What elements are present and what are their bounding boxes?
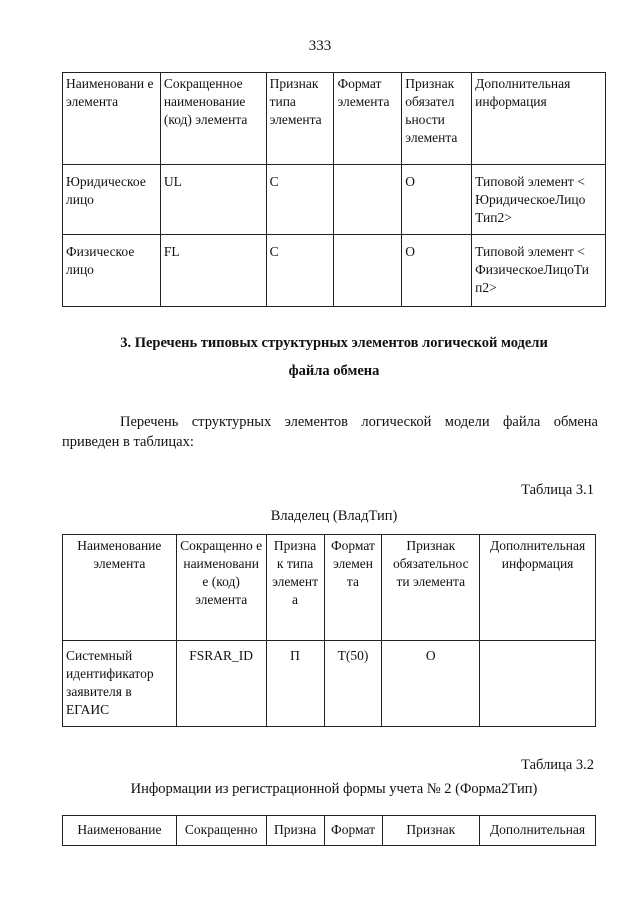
table-cell: Системный идентификатор заявителя в ЕГАИС bbox=[63, 641, 177, 727]
header-cell: Дополнительная информация bbox=[472, 73, 606, 165]
table-cell: О bbox=[402, 235, 472, 307]
table-cell: О bbox=[402, 165, 472, 235]
header-cell: Формат элемен та bbox=[324, 535, 382, 641]
table-label-3-1: Таблица 3.1 bbox=[521, 482, 594, 498]
table-cell bbox=[334, 235, 402, 307]
table-row bbox=[63, 235, 606, 307]
table-header-row bbox=[63, 535, 596, 641]
table-cell: О bbox=[382, 641, 480, 727]
table-row bbox=[63, 165, 606, 235]
header-cell: Признак обязател ьности элемента bbox=[402, 73, 472, 165]
table-caption-3-2: Информации из регистрационной формы учета № 2 (Форма2Тип) bbox=[130, 781, 538, 797]
header-cell: Призна bbox=[266, 816, 324, 846]
header-cell: Формат элемента bbox=[334, 73, 402, 165]
form2-table bbox=[62, 815, 596, 846]
intro-paragraph: Перечень структурных элементов логической модели файла обмена приведен в таблицах: bbox=[62, 414, 598, 450]
header-cell: Сокращенное наименование (код) элемента bbox=[160, 73, 266, 165]
table-cell: П bbox=[266, 641, 324, 727]
header-cell: Признак обязательнос ти элемента bbox=[382, 535, 480, 641]
owner-table bbox=[62, 534, 596, 727]
table-caption-3-1: Владелец (ВладТип) bbox=[270, 508, 398, 524]
table-cell: Типовой элемент < ФизическоеЛицоТи п2> bbox=[472, 235, 606, 307]
table-cell: Физическое лицо bbox=[63, 235, 161, 307]
table-row bbox=[63, 641, 596, 727]
table-cell bbox=[334, 165, 402, 235]
table-header-row bbox=[63, 73, 606, 165]
header-cell: Признак bbox=[382, 816, 480, 846]
header-cell: Формат bbox=[324, 816, 382, 846]
section-title: 3. Перечень типовых структурных элементов логической модели bbox=[120, 335, 548, 351]
table-cell: FL bbox=[160, 235, 266, 307]
header-cell: Сокращенно bbox=[176, 816, 266, 846]
table-cell: UL bbox=[160, 165, 266, 235]
table-label-3-2: Таблица 3.2 bbox=[521, 757, 594, 773]
elements-table-continuation bbox=[62, 72, 606, 307]
header-cell: Признак типа элемента bbox=[266, 73, 334, 165]
header-cell: Сокращенно е наименовани е (код) элемента bbox=[176, 535, 266, 641]
header-cell: Дополнительная bbox=[480, 816, 596, 846]
header-cell: Дополнительная информация bbox=[480, 535, 596, 641]
section-title-line2: файла обмена bbox=[288, 363, 380, 379]
table-cell: Типовой элемент < ЮридическоеЛицо Тип2> bbox=[472, 165, 606, 235]
table-cell: С bbox=[266, 235, 334, 307]
table-cell: С bbox=[266, 165, 334, 235]
table-cell: FSRAR_ID bbox=[176, 641, 266, 727]
table-header-row bbox=[63, 816, 596, 846]
header-cell: Наименование bbox=[63, 816, 177, 846]
table-cell: T(50) bbox=[324, 641, 382, 727]
header-cell: Наименовани е элемента bbox=[63, 73, 161, 165]
table-cell: Юридическое лицо bbox=[63, 165, 161, 235]
table-cell bbox=[480, 641, 596, 727]
header-cell: Наименование элемента bbox=[63, 535, 177, 641]
page-number: 333 bbox=[308, 38, 332, 54]
header-cell: Призна к типа элемент а bbox=[266, 535, 324, 641]
